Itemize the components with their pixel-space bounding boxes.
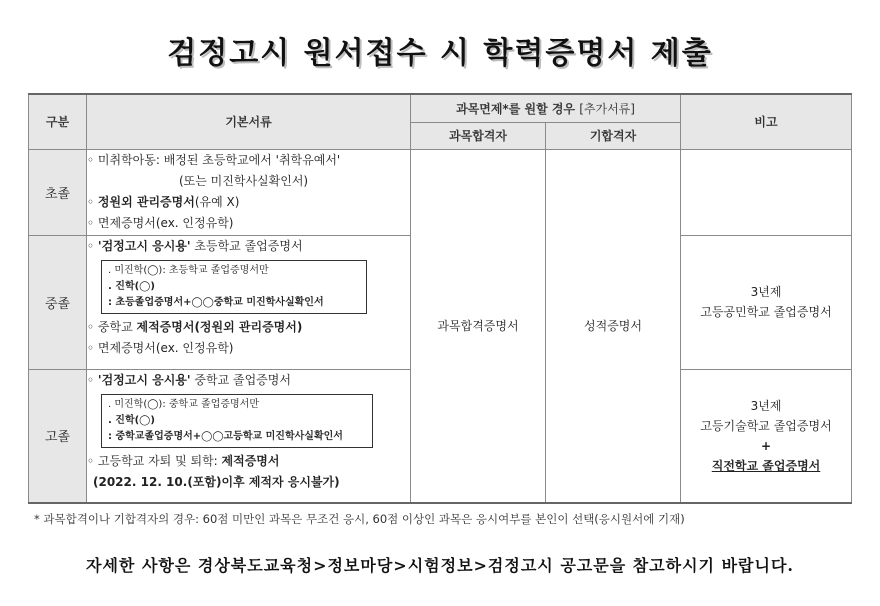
box-line: : 중학교졸업증명서+◯◯고등학교 미진학사실확인서 bbox=[108, 430, 343, 442]
doc-line bbox=[87, 192, 410, 213]
remarks-high bbox=[681, 369, 852, 503]
doc-prefix: ◦ bbox=[87, 372, 98, 387]
doc-prefix: ◦ 중학교 bbox=[87, 319, 137, 334]
header-exempt-note: [추가서류] bbox=[579, 101, 635, 116]
box-line: . 미진학(◯): 중학교 졸업증명서만 bbox=[108, 398, 259, 410]
remark-line: 고등공민학교 졸업증명서 bbox=[700, 305, 832, 319]
doc-bold: 제적증명서 bbox=[221, 453, 280, 468]
doc-bold: '검정고시 응시용' bbox=[97, 238, 191, 253]
grade-elementary: 초졸 bbox=[29, 149, 87, 235]
doc-line: ◦ 면제증명서(ex. 인정유학) bbox=[87, 215, 234, 230]
doc-rest: 중학교 졸업증명서 bbox=[190, 372, 291, 387]
progress-note-box bbox=[101, 260, 367, 314]
grade-middle: 중졸 bbox=[29, 235, 87, 369]
box-line: . 진학(◯) bbox=[108, 280, 155, 292]
doc-bold: 제적증명서(정원외 관리증명서) bbox=[136, 319, 303, 334]
doc-line: (또는 미진학사실확인서) bbox=[179, 173, 309, 188]
docs-elementary bbox=[87, 149, 411, 235]
progress-note-box bbox=[101, 394, 373, 448]
header-remarks: 비고 bbox=[681, 94, 852, 149]
remark-line: 3년제 bbox=[750, 285, 782, 299]
remarks-middle bbox=[681, 235, 852, 369]
docs-high bbox=[87, 369, 411, 503]
remark-line: 3년제 bbox=[750, 398, 782, 413]
remarks-elementary bbox=[681, 149, 852, 235]
prev-pass-doc: 성적증명서 bbox=[546, 149, 681, 503]
header-category: 구분 bbox=[29, 94, 87, 149]
doc-bold: 정원외 관리증명서 bbox=[97, 194, 195, 209]
doc-prefix: ◦ bbox=[87, 194, 98, 209]
box-line: . 진학(◯) bbox=[108, 414, 155, 426]
doc-line bbox=[87, 317, 410, 338]
doc-line bbox=[87, 236, 410, 257]
doc-line: ◦ 미취학아동: 배정된 초등학교에서 '취학유예서' bbox=[87, 152, 341, 167]
doc-rest: (유예 X) bbox=[194, 194, 240, 209]
docs-middle bbox=[87, 235, 411, 369]
header-prev-pass: 기합격자 bbox=[546, 122, 681, 149]
remark-line: 고등기술학교 졸업증명서 bbox=[700, 418, 832, 433]
header-subject-pass: 과목합격자 bbox=[411, 122, 546, 149]
header-exempt-label: 과목면제*를 원할 경우 bbox=[456, 101, 576, 116]
header-basic-docs: 기본서류 bbox=[87, 94, 411, 149]
bottom-notice: 자세한 사항은 경상북도교육청>정보마당>시험정보>검정고시 공고문을 참고하시기 바랍니다. bbox=[86, 556, 794, 575]
doc-line: ◦ 면제증명서(ex. 인정유학) bbox=[87, 340, 234, 355]
box-line: . 미진학(◯): 초등학교 졸업증명서만 bbox=[108, 264, 269, 276]
doc-rest: 초등학교 졸업증명서 bbox=[190, 238, 303, 253]
doc-prefix: ◦ bbox=[87, 238, 98, 253]
header-exempt bbox=[411, 94, 681, 122]
doc-prefix: ◦ 고등학교 자퇴 및 퇴학: bbox=[87, 453, 222, 468]
certificate-table bbox=[28, 93, 852, 504]
remark-line: + bbox=[760, 438, 772, 453]
footnote: * 과목합격이나 기합격자의 경우: 60점 미만인 과목은 무조건 응시, 60점 이상인 과목은 응시여부를 본인이 선택(응시원서에 기재) bbox=[34, 512, 685, 526]
doc-line bbox=[87, 370, 410, 391]
doc-bold: '검정고시 응시용' bbox=[97, 372, 191, 387]
doc-line bbox=[87, 451, 410, 472]
page-title: 검정고시 원서접수 시 학력증명서 제출 bbox=[167, 36, 713, 71]
doc-line: (2022. 12. 10.(포함)이후 제적자 응시불가) bbox=[93, 474, 340, 489]
remark-line: 직전학교 졸업증명서 bbox=[711, 458, 821, 473]
subject-pass-doc: 과목합격증명서 bbox=[411, 149, 546, 503]
box-line: : 초등졸업증명서+◯◯중학교 미진학사실확인서 bbox=[108, 296, 324, 308]
grade-high: 고졸 bbox=[29, 369, 87, 503]
